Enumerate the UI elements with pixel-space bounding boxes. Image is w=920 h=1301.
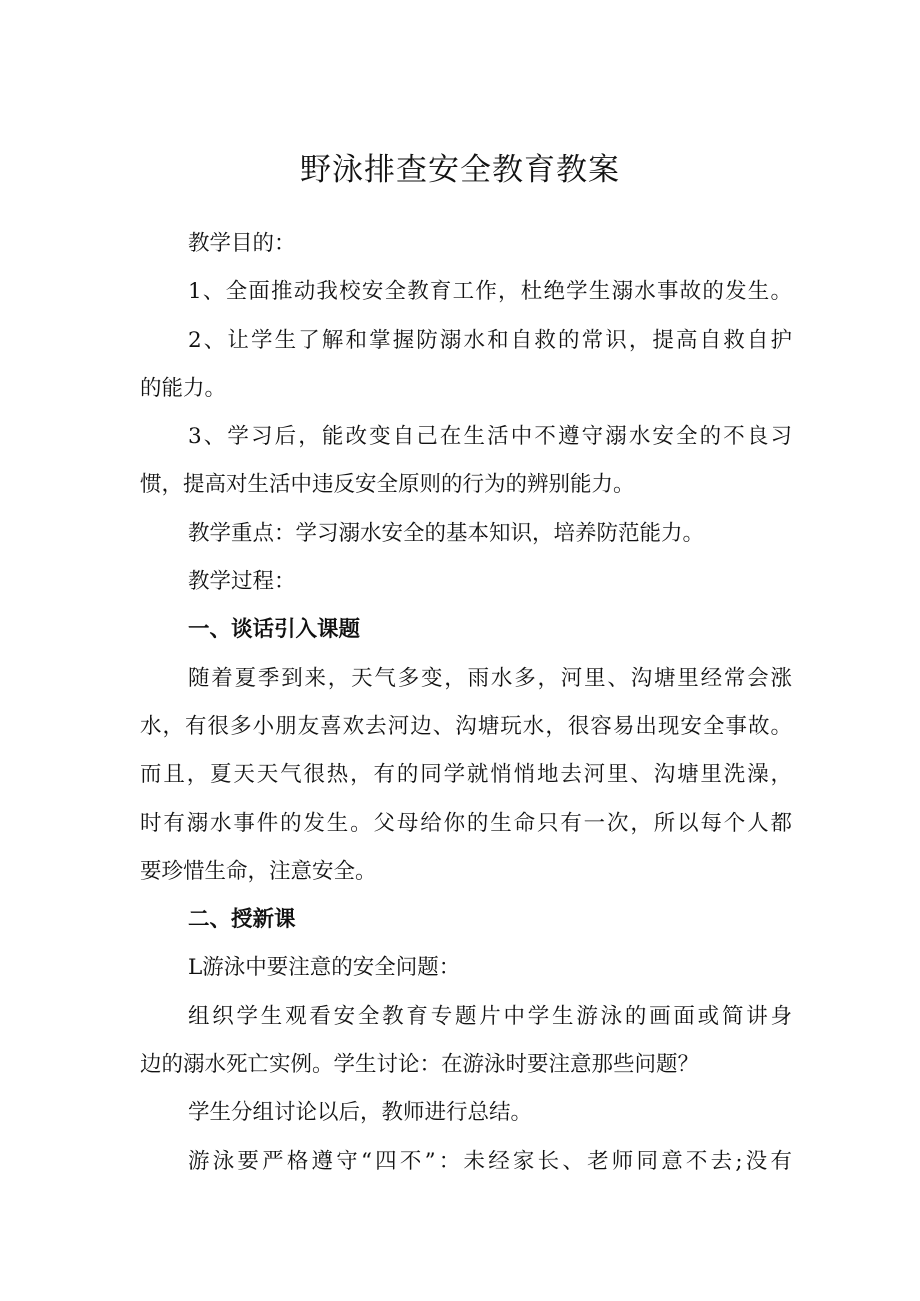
paragraph-line: 教学过程： [188, 569, 296, 595]
paragraph-line: 惯，提高对生活中违反安全原则的行为的辨别能力。 [140, 472, 635, 498]
paragraph-line: 要珍惜生命，注意安全。 [140, 858, 377, 884]
paragraph-line: 3、学习后，能改变自己在生活中不遵守溺水安全的不良习 [188, 424, 792, 450]
paragraph-line: 教学重点：学习溺水安全的基本知识，培养防范能力。 [188, 520, 705, 546]
paragraph-line: 1、全面推动我校安全教育工作，杜绝学生溺水事故的发生。 [188, 279, 792, 305]
section-heading: 一、谈话引入课题 [188, 617, 361, 643]
paragraph-line: 教学目的： [188, 231, 296, 256]
section-heading: 二、授新课 [188, 907, 296, 933]
paragraph-line: 边的溺水死亡实例。学生讨论：在游泳时要注意那些问题？ [140, 1052, 700, 1078]
paragraph-line: 游泳要严格遵守“四不”：未经家长、老师同意不去;没有 [188, 1148, 792, 1174]
paragraph-line: 2、让学生了解和掌握防溺水和自救的常识，提高自救自护 [188, 327, 792, 353]
paragraph-line: L游泳中要注意的安全问题： [188, 955, 461, 981]
paragraph-line: 时有溺水事件的发生。父母给你的生命只有一次，所以每个人都 [140, 810, 792, 836]
paragraph-line: 组织学生观看安全教育专题片中学生游泳的画面或简讲身 [188, 1003, 792, 1029]
document-title: 野泳排查安全教育教案 [300, 152, 620, 188]
document-body [140, 220, 792, 1186]
paragraph-line: 学生分组讨论以后，教师进行总结。 [188, 1100, 533, 1126]
paragraph-line: 水，有很多小朋友喜欢去河边、沟塘玩水，很容易出现安全事故。 [140, 713, 792, 739]
paragraph-line: 随着夏季到来，天气多变，雨水多，河里、沟塘里经常会涨 [188, 665, 792, 691]
paragraph-line: 的能力。 [140, 375, 227, 401]
paragraph-line: 而且，夏天天气很热，有的同学就悄悄地去河里、沟塘里洗澡， [140, 762, 792, 788]
